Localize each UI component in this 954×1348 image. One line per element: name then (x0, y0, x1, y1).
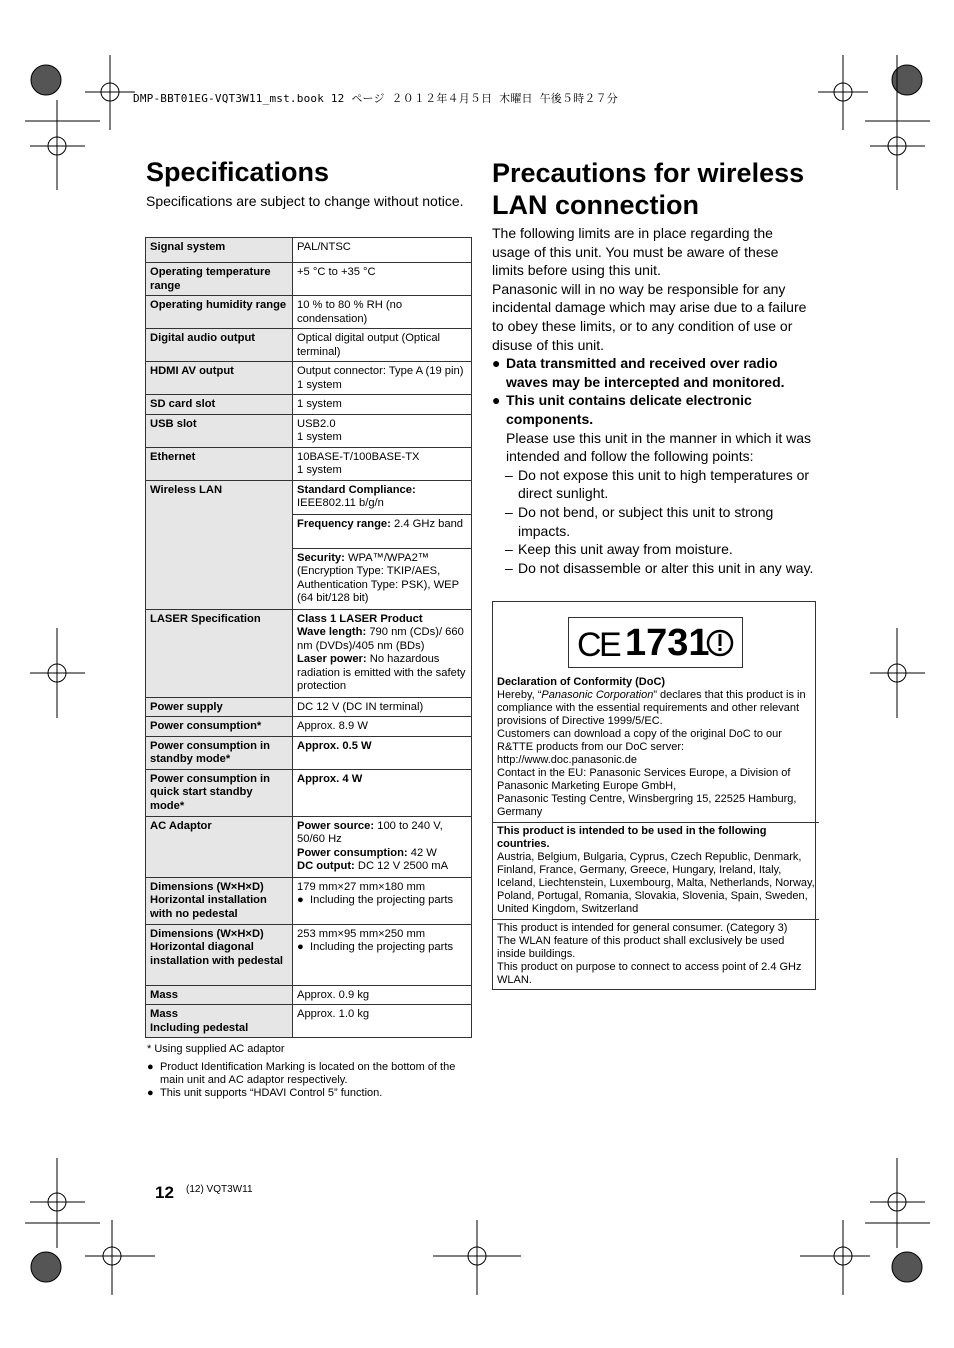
file-header: DMP-BBT01EG-VQT3W11_mst.book 12 ページ ２０１２年４月５日 木曜日 午後５時２７分 (133, 92, 618, 105)
spec-value: Output connector: Type A (19 pin) 1 system (293, 362, 472, 395)
countries-heading: This product is intended to be used in the following countries. (497, 825, 767, 850)
page-number: 12 (155, 1183, 174, 1202)
precaution-point: Do not expose this unit to high temperatures or direct sunlight. (518, 466, 810, 502)
spec-value-line: 1 system (297, 431, 342, 443)
table-row (146, 395, 472, 415)
precautions-intro: The following limits are in place regarding the usage of this unit. You must be aware of these limits before using this unit. (492, 225, 779, 279)
wlan-standard-label: Standard Compliance: (297, 483, 416, 496)
spec-value-line: 1 system (297, 464, 342, 476)
spec-key: SD card slot (146, 395, 293, 415)
specifications-subtitle: Specifications are subject to change without notice. (146, 193, 464, 209)
table-row (146, 263, 472, 296)
specifications-title: Specifications (146, 157, 330, 187)
wlan-security-label: Security: (297, 551, 345, 564)
laser-wavelength-value: 790 nm (CDs)/ 660 nm (DVDs)/405 nm (BDs) (297, 626, 464, 652)
spec-value: Approx. 0.5 W (293, 736, 472, 769)
spec-key: Wireless LAN (146, 480, 293, 609)
table-row (146, 769, 472, 816)
notes-list (147, 1061, 469, 1100)
spec-key: Dimensions (W×H×D) Horizontal diagonal installation with pedestal (146, 924, 293, 985)
laser-wavelength-label: Wave length: (297, 626, 367, 638)
laser-power-value: No hazardous radiation is emitted with the safety protection (297, 653, 466, 692)
ac-dc-output-label: DC output: (297, 860, 355, 872)
spec-value: +5 °C to +35 °C (293, 263, 472, 296)
table-row (146, 447, 472, 480)
spec-value: 179 mm×27 mm×180 mm ● Including the projecting parts (293, 877, 472, 924)
precaution-point: Do not bend, or subject this unit to strong impacts. (518, 503, 774, 539)
table-row (146, 296, 472, 329)
precaution-point: Do not disassemble or alter this unit in any way. (518, 559, 814, 576)
spec-value: Approx. 4 W (293, 769, 472, 816)
note-item: This unit supports “HDAVI Control 5” function. (160, 1087, 383, 1099)
spec-value-line: 10BASE-T/100BASE-TX (297, 450, 420, 463)
dimension-value: 253 mm×95 mm×250 mm (297, 927, 426, 940)
dimension-note: Including the projecting parts (310, 894, 454, 906)
table-row (146, 816, 472, 877)
spec-value: 253 mm×95 mm×250 mm ● Including the projecting parts (293, 924, 472, 985)
spec-key: Signal system (146, 238, 293, 263)
precautions-body: The following limits are in place regarding the usage of this unit. You must be aware of these limits before using this unit. Panasonic will in no way be responsible for any incidental damage which may arise due to a failure to obey these limits, or to any condition of use or disuse of this unit. ● Data transmitted and received over radio waves may be intercepted and monitored. ● This unit contains delicate electronic components. Please use this unit in the manner in which it was intended and follow the following points: – Do not expose this unit to high temperatures or direct sunlight. – Do not bend, or subject this unit to strong impacts. – Keep this unit away from moisture. – Do not disassemble or alter this unit in any way. (492, 225, 814, 576)
spec-value: 1 system (293, 395, 472, 415)
declaration-text: Declaration of Conformity (DoC) Hereby, “Panasonic Corporation” declares that this product is in compliance with the essential requirements and other relevant provisions of Directive 1999/5/EC. Customers can download a copy of the original DoC to our R&TTE products from our DoC server: http://www.doc.panasonic.de Contact in the EU: Panasonic Services Europe, a Division of Panasonic Marketing Europe GmbH, Panasonic Testing Centre, Winsbergring 15, 22525 Hamburg, Germany This product is intended to be used in the following countries. Austria, Belgium, Bulgaria, Cyprus, Czech Republic, Denmark, Finland, France, Germany, Greece, Hungary, Ireland, Italy, Iceland, Liechtenstein, Luxembourg, Malta, Netherlands, Norway, Poland, Portugal, Romania, Slovakia, Slovenia, Spain, Sweden, United Kingdom, Switzerland This product is intended for general consumer. (Category 3) The WLAN feature of this product shall exclusively be used inside buildings. This product on purpose to connect to access point of 2.4 GHz WLAN. (497, 676, 815, 987)
laser-class: Class 1 LASER Product (297, 612, 423, 625)
spec-value: PAL/NTSC (293, 238, 472, 263)
spec-key: Operating temperature range (146, 263, 293, 296)
laser-power-label: Laser power: (297, 653, 367, 665)
wlan-standard-value: IEEE802.11 b/g/n (297, 497, 384, 509)
bullet-icon: ● (492, 392, 501, 409)
footnote: * Using supplied AC adaptor (147, 1043, 285, 1055)
note-item: Product Identification Marking is located on the bottom of the main unit and AC adaptor respectively. (160, 1061, 456, 1086)
table-row (146, 736, 472, 769)
bullet-icon: ● (147, 1087, 154, 1099)
bullet-icon: ● (492, 355, 501, 372)
spec-key: Mass (146, 985, 293, 1005)
table-row (146, 609, 472, 697)
precaution-bullet: Data transmitted and received over radio waves may be intercepted and monitored. (506, 355, 785, 390)
table-row (146, 362, 472, 395)
ce-mark (568, 617, 743, 668)
ac-power-source-label: Power source: (297, 819, 375, 832)
spec-key: USB slot (146, 414, 293, 447)
wlan-security-value: WPA™/WPA2™ (Encryption Type: TKIP/AES, Authentication Type: PSK), WEP (64 bit/128 bit) (297, 551, 459, 604)
spec-value (293, 447, 472, 480)
declaration-box (492, 601, 816, 990)
ac-power-consumption-value: 42 W (410, 846, 437, 859)
spec-key: Operating humidity range (146, 296, 293, 329)
spec-value: DC 12 V (DC IN terminal) (293, 697, 472, 717)
bullet-icon: ● (147, 1061, 154, 1073)
precautions-intro2: Panasonic will in no way be responsible for any incidental damage which may arise due to a failure to obey these limits, or to any condition of use or disuse of this unit. (492, 280, 807, 353)
svg-text:E: E (599, 626, 622, 664)
declaration-heading: Declaration of Conformity (DoC) (497, 676, 666, 688)
spec-value: 10 % to 80 % RH (no condensation) (293, 296, 472, 329)
table-row (146, 329, 472, 362)
table-row (146, 1005, 472, 1038)
ce-number: 1731 (625, 622, 710, 664)
countries-list: Austria, Belgium, Bulgaria, Cyprus, Czech Republic, Denmark, Finland, France, Germany, Greece, Hungary, Ireland, Italy, Iceland, Liechtenstein, Luxembourg, Malta, Netherlands, Norway, Poland, Portugal, Romania, Slovakia, Slovenia, Spain, Sweden, United Kingdom, Switzerland (497, 851, 815, 915)
table-row (146, 877, 472, 924)
spec-key: Power consumption in standby mode* (146, 736, 293, 769)
spec-key: LASER Specification (146, 609, 293, 697)
table-row (146, 697, 472, 717)
ac-power-consumption-label: Power consumption: (297, 846, 408, 859)
spec-key: Power consumption* (146, 717, 293, 737)
precaution-point: Keep this unit away from moisture. (518, 541, 733, 558)
spec-key: Mass Including pedestal (146, 1005, 293, 1038)
spec-value (293, 480, 472, 609)
wlan-frequency-value: 2.4 GHz band (394, 517, 464, 530)
specifications-table (145, 237, 472, 1038)
ac-power-source-value: 100 to 240 V, 50/60 Hz (297, 819, 443, 845)
spec-key: Dimensions (W×H×D) Horizontal installation with no pedestal (146, 877, 293, 924)
spec-value: Approx. 1.0 kg (293, 1005, 472, 1038)
spec-value-line: USB2.0 (297, 417, 336, 430)
doc-url: http://www.doc.panasonic.de (497, 754, 638, 766)
page-reference: (12) VQT3W11 (186, 1184, 253, 1195)
spec-key: Power consumption in quick start standby mode* (146, 769, 293, 816)
spec-key: HDMI AV output (146, 362, 293, 395)
table-row (146, 924, 472, 985)
spec-value (293, 414, 472, 447)
dimension-note: Including the projecting parts (310, 941, 454, 953)
table-row (146, 480, 472, 609)
wlan-frequency-label: Frequency range: (297, 517, 391, 530)
table-row (146, 985, 472, 1005)
table-row (146, 238, 472, 263)
spec-key: Power supply (146, 697, 293, 717)
table-row (146, 717, 472, 737)
precaution-bullet-text: Please use this unit in the manner in which it was intended and follow the following points: (506, 429, 812, 465)
svg-text:C: C (577, 626, 602, 664)
spec-key: Digital audio output (146, 329, 293, 362)
spec-key: Ethernet (146, 447, 293, 480)
precautions-title: Precautions for wireless LAN connection (492, 158, 805, 220)
table-row (146, 414, 472, 447)
spec-value: Approx. 8.9 W (293, 717, 472, 737)
precaution-bullet: This unit contains delicate electronic components. (506, 392, 752, 427)
company-name: Panasonic Corporation (541, 689, 654, 701)
dimension-value: 179 mm×27 mm×180 mm (297, 880, 426, 893)
spec-key: AC Adaptor (146, 816, 293, 877)
spec-value (293, 609, 472, 697)
ac-dc-output-value: DC 12 V 2500 mA (357, 860, 449, 872)
spec-value (293, 816, 472, 877)
spec-value: Approx. 0.9 kg (293, 985, 472, 1005)
spec-value: Optical digital output (Optical terminal) (293, 329, 472, 362)
